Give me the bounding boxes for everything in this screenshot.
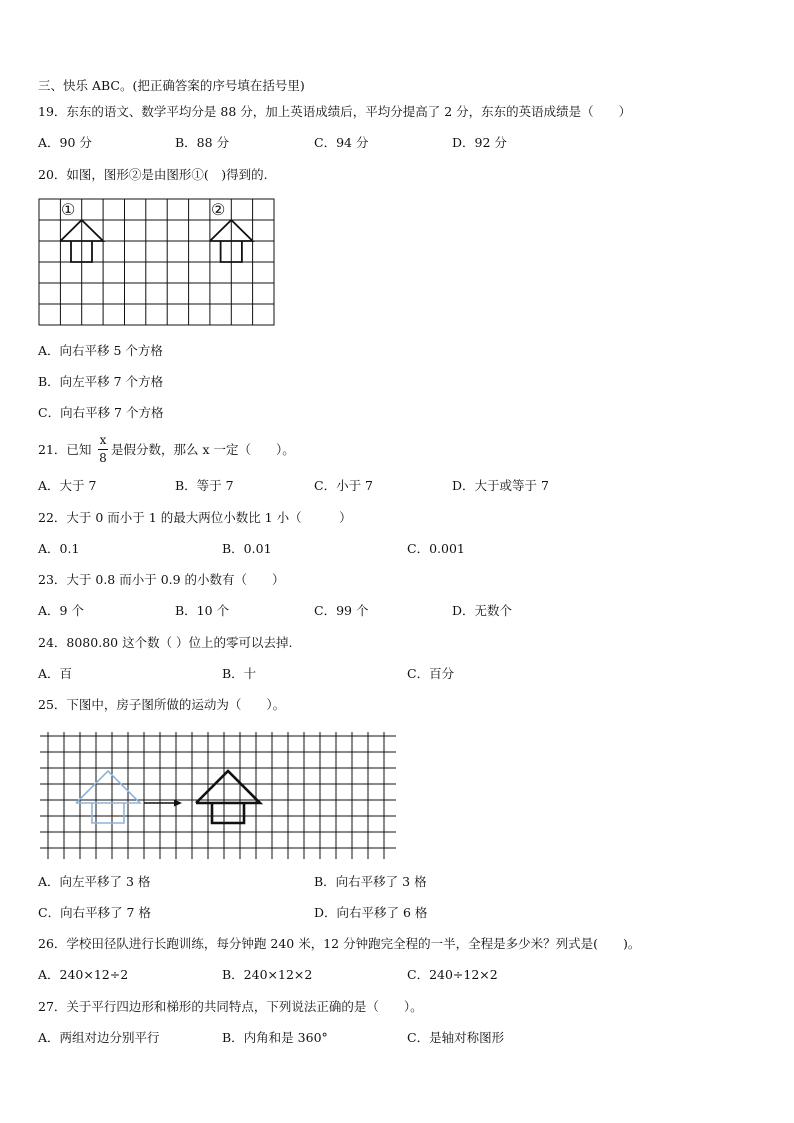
q22-option-a: A．0.1 — [38, 541, 80, 556]
q23-option-b: B．10 个 — [175, 603, 230, 618]
q20-option-a: A．向右平移 5 个方格 — [38, 343, 163, 358]
q19-option-c: C．94 分 — [314, 135, 369, 150]
question-20: 20．如图，图形②是由图形①( )得到的. — [38, 167, 268, 182]
question-21-prefix: 21．已知 — [38, 442, 92, 457]
question-22: 22．大于 0 而小于 1 的最大两位小数比 1 小（ ） — [38, 510, 352, 525]
q25-option-c: C．向右平移了 7 格 — [38, 905, 151, 920]
q24-option-a: A．百 — [38, 666, 73, 681]
q25-option-b: B．向右平移了 3 格 — [314, 874, 427, 889]
q22-option-b: B．0.01 — [222, 541, 272, 556]
figure-label-1: ① — [61, 200, 76, 219]
q25-option-a: A．向左平移了 3 格 — [38, 874, 151, 889]
arrow-head — [174, 800, 182, 807]
question-24: 24．8080.80 这个数（ ）位上的零可以去掉. — [38, 635, 293, 650]
q27-option-a: A．两组对边分别平行 — [38, 1030, 160, 1045]
fraction-numerator: x — [99, 433, 107, 447]
q26-option-c: C．240÷12×2 — [407, 967, 498, 982]
figure-label-2: ② — [211, 200, 226, 219]
question-25: 25．下图中，房子图所做的运动为（ ）。 — [38, 697, 286, 712]
q25-option-d: D．向右平移了 6 格 — [314, 905, 428, 920]
q19-option-b: B．88 分 — [175, 135, 230, 150]
q21-option-d: D．大于或等于 7 — [452, 478, 549, 493]
q25-grid-figure — [40, 732, 400, 862]
q21-option-a: A．大于 7 — [38, 478, 97, 493]
question-21-suffix: 是假分数，那么 x 一定（ ）。 — [111, 442, 295, 457]
fraction-denominator: 8 — [99, 451, 107, 465]
fraction-bar — [98, 449, 108, 450]
q23-option-c: C．99 个 — [314, 603, 369, 618]
q26-option-b: B．240×12×2 — [222, 967, 313, 982]
q20-option-c: C．向右平移 7 个方格 — [38, 405, 164, 420]
q22-option-c: C．0.001 — [407, 541, 465, 556]
q19-option-d: D．92 分 — [452, 135, 507, 150]
house-shape-moved — [196, 771, 260, 823]
q23-option-d: D．无数个 — [452, 603, 513, 618]
q26-option-a: A．240×12÷2 — [38, 967, 129, 982]
question-19: 19．东东的语文、数学平均分是 88 分，加上英语成绩后，平均分提高了 2 分，东东的英语成绩是（ ） — [38, 104, 632, 119]
q21-option-b: B．等于 7 — [175, 478, 234, 493]
question-26: 26．学校田径队进行长跑训练，每分钟跑 240 米，12 分钟跑完全程的一半，全程是多少米？列式是( )。 — [38, 936, 641, 951]
q24-option-b: B．十 — [222, 666, 257, 681]
q27-option-c: C．是轴对称图形 — [407, 1030, 505, 1045]
q27-option-b: B．内角和是 360° — [222, 1030, 328, 1045]
question-27: 27．关于平行四边形和梯形的共同特点，下列说法正确的是（ ）。 — [38, 999, 423, 1014]
q19-option-a: A．90 分 — [38, 135, 92, 150]
section-title: 三、快乐 ABC。(把正确答案的序号填在括号里) — [38, 78, 305, 93]
q20-option-b: B．向左平移 7 个方格 — [38, 374, 164, 389]
q24-option-c: C．百分 — [407, 666, 455, 681]
q23-option-a: A．9 个 — [38, 603, 84, 618]
ghost-house-shape — [76, 771, 140, 823]
question-23: 23．大于 0.8 而小于 0.9 的小数有（ ） — [38, 572, 285, 587]
q21-option-c: C．小于 7 — [314, 478, 373, 493]
